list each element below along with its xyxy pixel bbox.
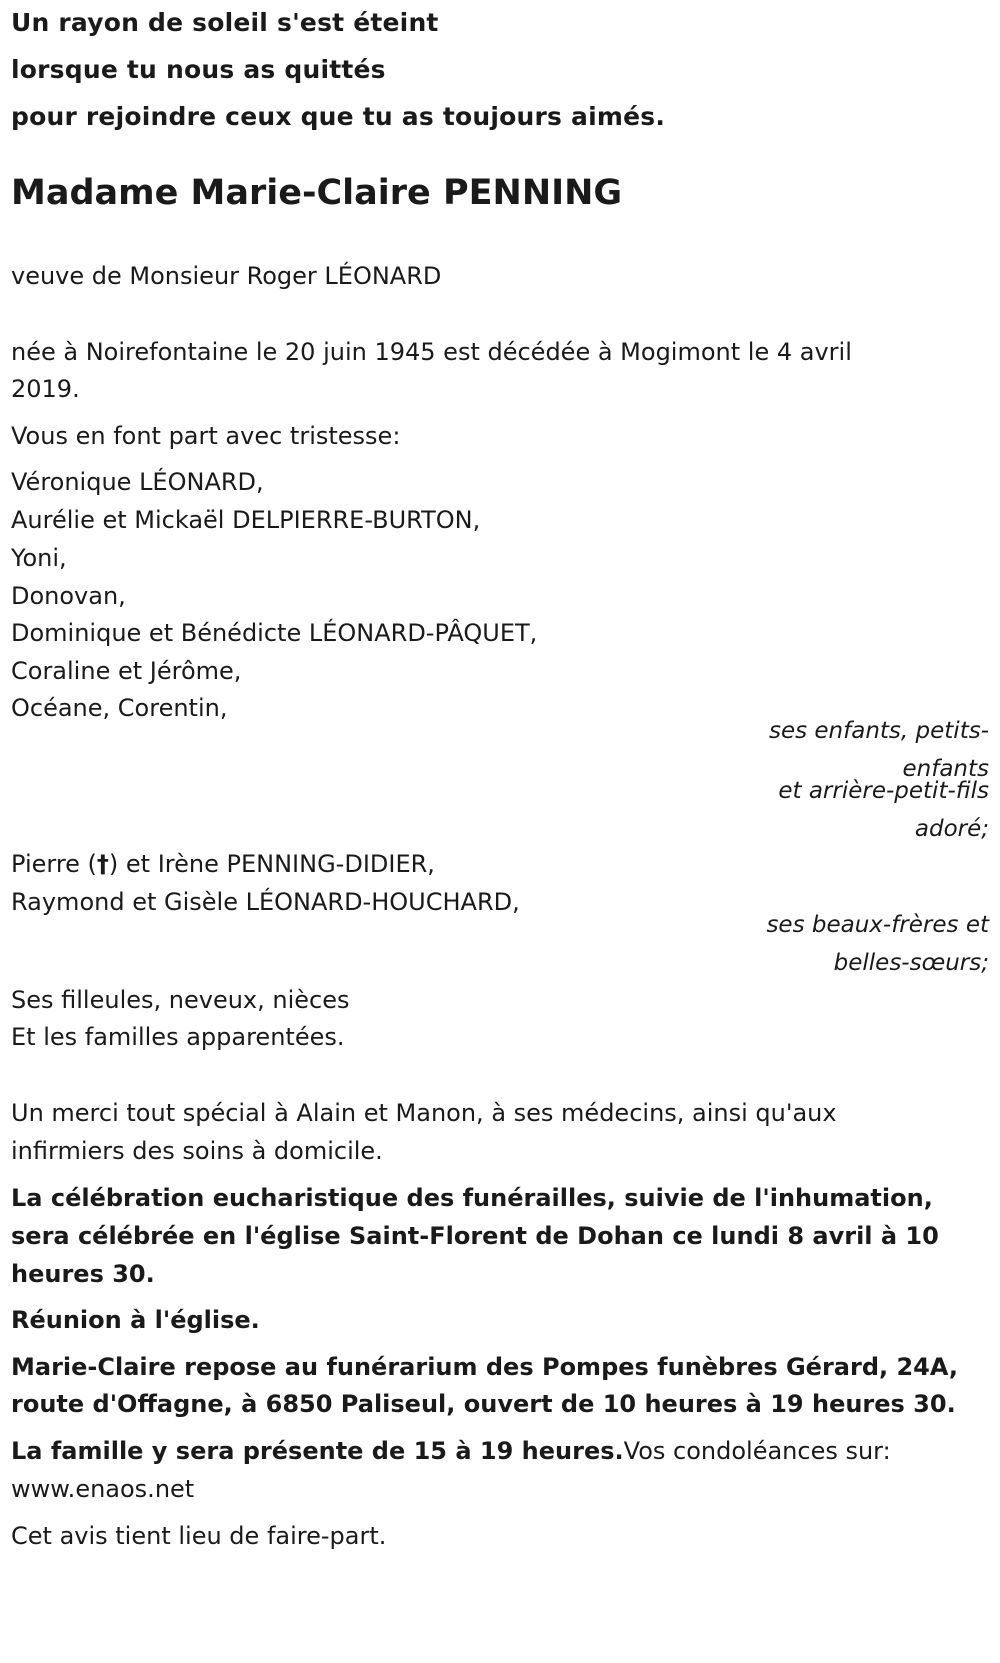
ceremony-line-2: sera célébrée en l'église Saint-Florent de Dohan ce lundi 8 avril à 10 — [11, 1222, 939, 1250]
in-laws-role-line-1: ses beaux-frères et — [766, 912, 989, 938]
funerarium-line-1: Marie-Claire repose au funérarium des Pompes funèbres Gérard, 24A, — [11, 1353, 959, 1381]
intro-line-3: pour rejoindre ceux que tu as toujours aimés. — [11, 102, 666, 131]
website-link[interactable]: www.enaos.net — [11, 1475, 195, 1503]
thanks-line-1: Un merci tout spécial à Alain et Manon, à ses médecins, ainsi qu'aux — [11, 1099, 837, 1127]
spouse-line: veuve de Monsieur Roger LÉONARD — [11, 262, 442, 290]
deceased-name-title: Madame Marie-Claire PENNING — [11, 173, 623, 213]
birth-death-line-2: 2019. — [11, 375, 80, 403]
meeting-line: Réunion à l'église. — [11, 1306, 260, 1334]
presence-condolences-line — [11, 1436, 891, 1466]
condolences-text: Vos condoléances sur: — [623, 1437, 891, 1465]
thanks-line-2: infirmiers des soins à domicile. — [11, 1137, 383, 1165]
children-role-line-3: et arrière-petit-fils — [778, 778, 989, 804]
intro-line-1: Un rayon de soleil s'est éteint — [11, 8, 439, 37]
funerarium-line-2: route d'Offagne, à 6850 Paliseul, ouvert de 10 heures à 19 heures 30. — [11, 1390, 956, 1418]
family-member: Véronique LÉONARD, — [11, 468, 264, 496]
children-role-line-1: ses enfants, petits- — [768, 718, 989, 744]
ceremony-line-1: La célébration eucharistique des funérailles, suivie de l'inhumation, — [11, 1184, 933, 1212]
announcement-line: Vous en font part avec tristesse: — [11, 422, 401, 450]
in-law-text-before: Pierre ( — [11, 850, 97, 878]
children-role-line-2: enfants — [902, 756, 989, 782]
closing-line: Cet avis tient lieu de faire-part. — [11, 1522, 387, 1550]
in-laws-role-line-2: belles-sœurs; — [833, 950, 989, 976]
cross-icon: † — [96, 850, 109, 878]
family-member: Yoni, — [11, 544, 67, 572]
extended-family-line-2: Et les familles apparentées. — [11, 1023, 345, 1051]
in-law-line-1 — [11, 849, 435, 879]
intro-line-2: lorsque tu nous as quittés — [11, 55, 386, 84]
family-member: Coraline et Jérôme, — [11, 657, 242, 685]
children-role-line-4: adoré; — [914, 816, 989, 842]
family-member: Dominique et Bénédicte LÉONARD-PÂQUET, — [11, 619, 538, 647]
extended-family-line-1: Ses filleules, neveux, nièces — [11, 986, 350, 1014]
family-presence-text: La famille y sera présente de 15 à 19 heures. — [11, 1437, 624, 1465]
family-member: Donovan, — [11, 582, 126, 610]
ceremony-line-3: heures 30. — [11, 1260, 155, 1288]
birth-death-line-1: née à Noirefontaine le 20 juin 1945 est décédée à Mogimont le 4 avril — [11, 338, 852, 366]
in-law-text-after: ) et Irène PENNING-DIDIER, — [108, 850, 435, 878]
family-member: Océane, Corentin, — [11, 694, 228, 722]
family-member: Aurélie et Mickaël DELPIERRE-BURTON, — [11, 506, 481, 534]
in-law-line-2: Raymond et Gisèle LÉONARD-HOUCHARD, — [11, 888, 520, 916]
